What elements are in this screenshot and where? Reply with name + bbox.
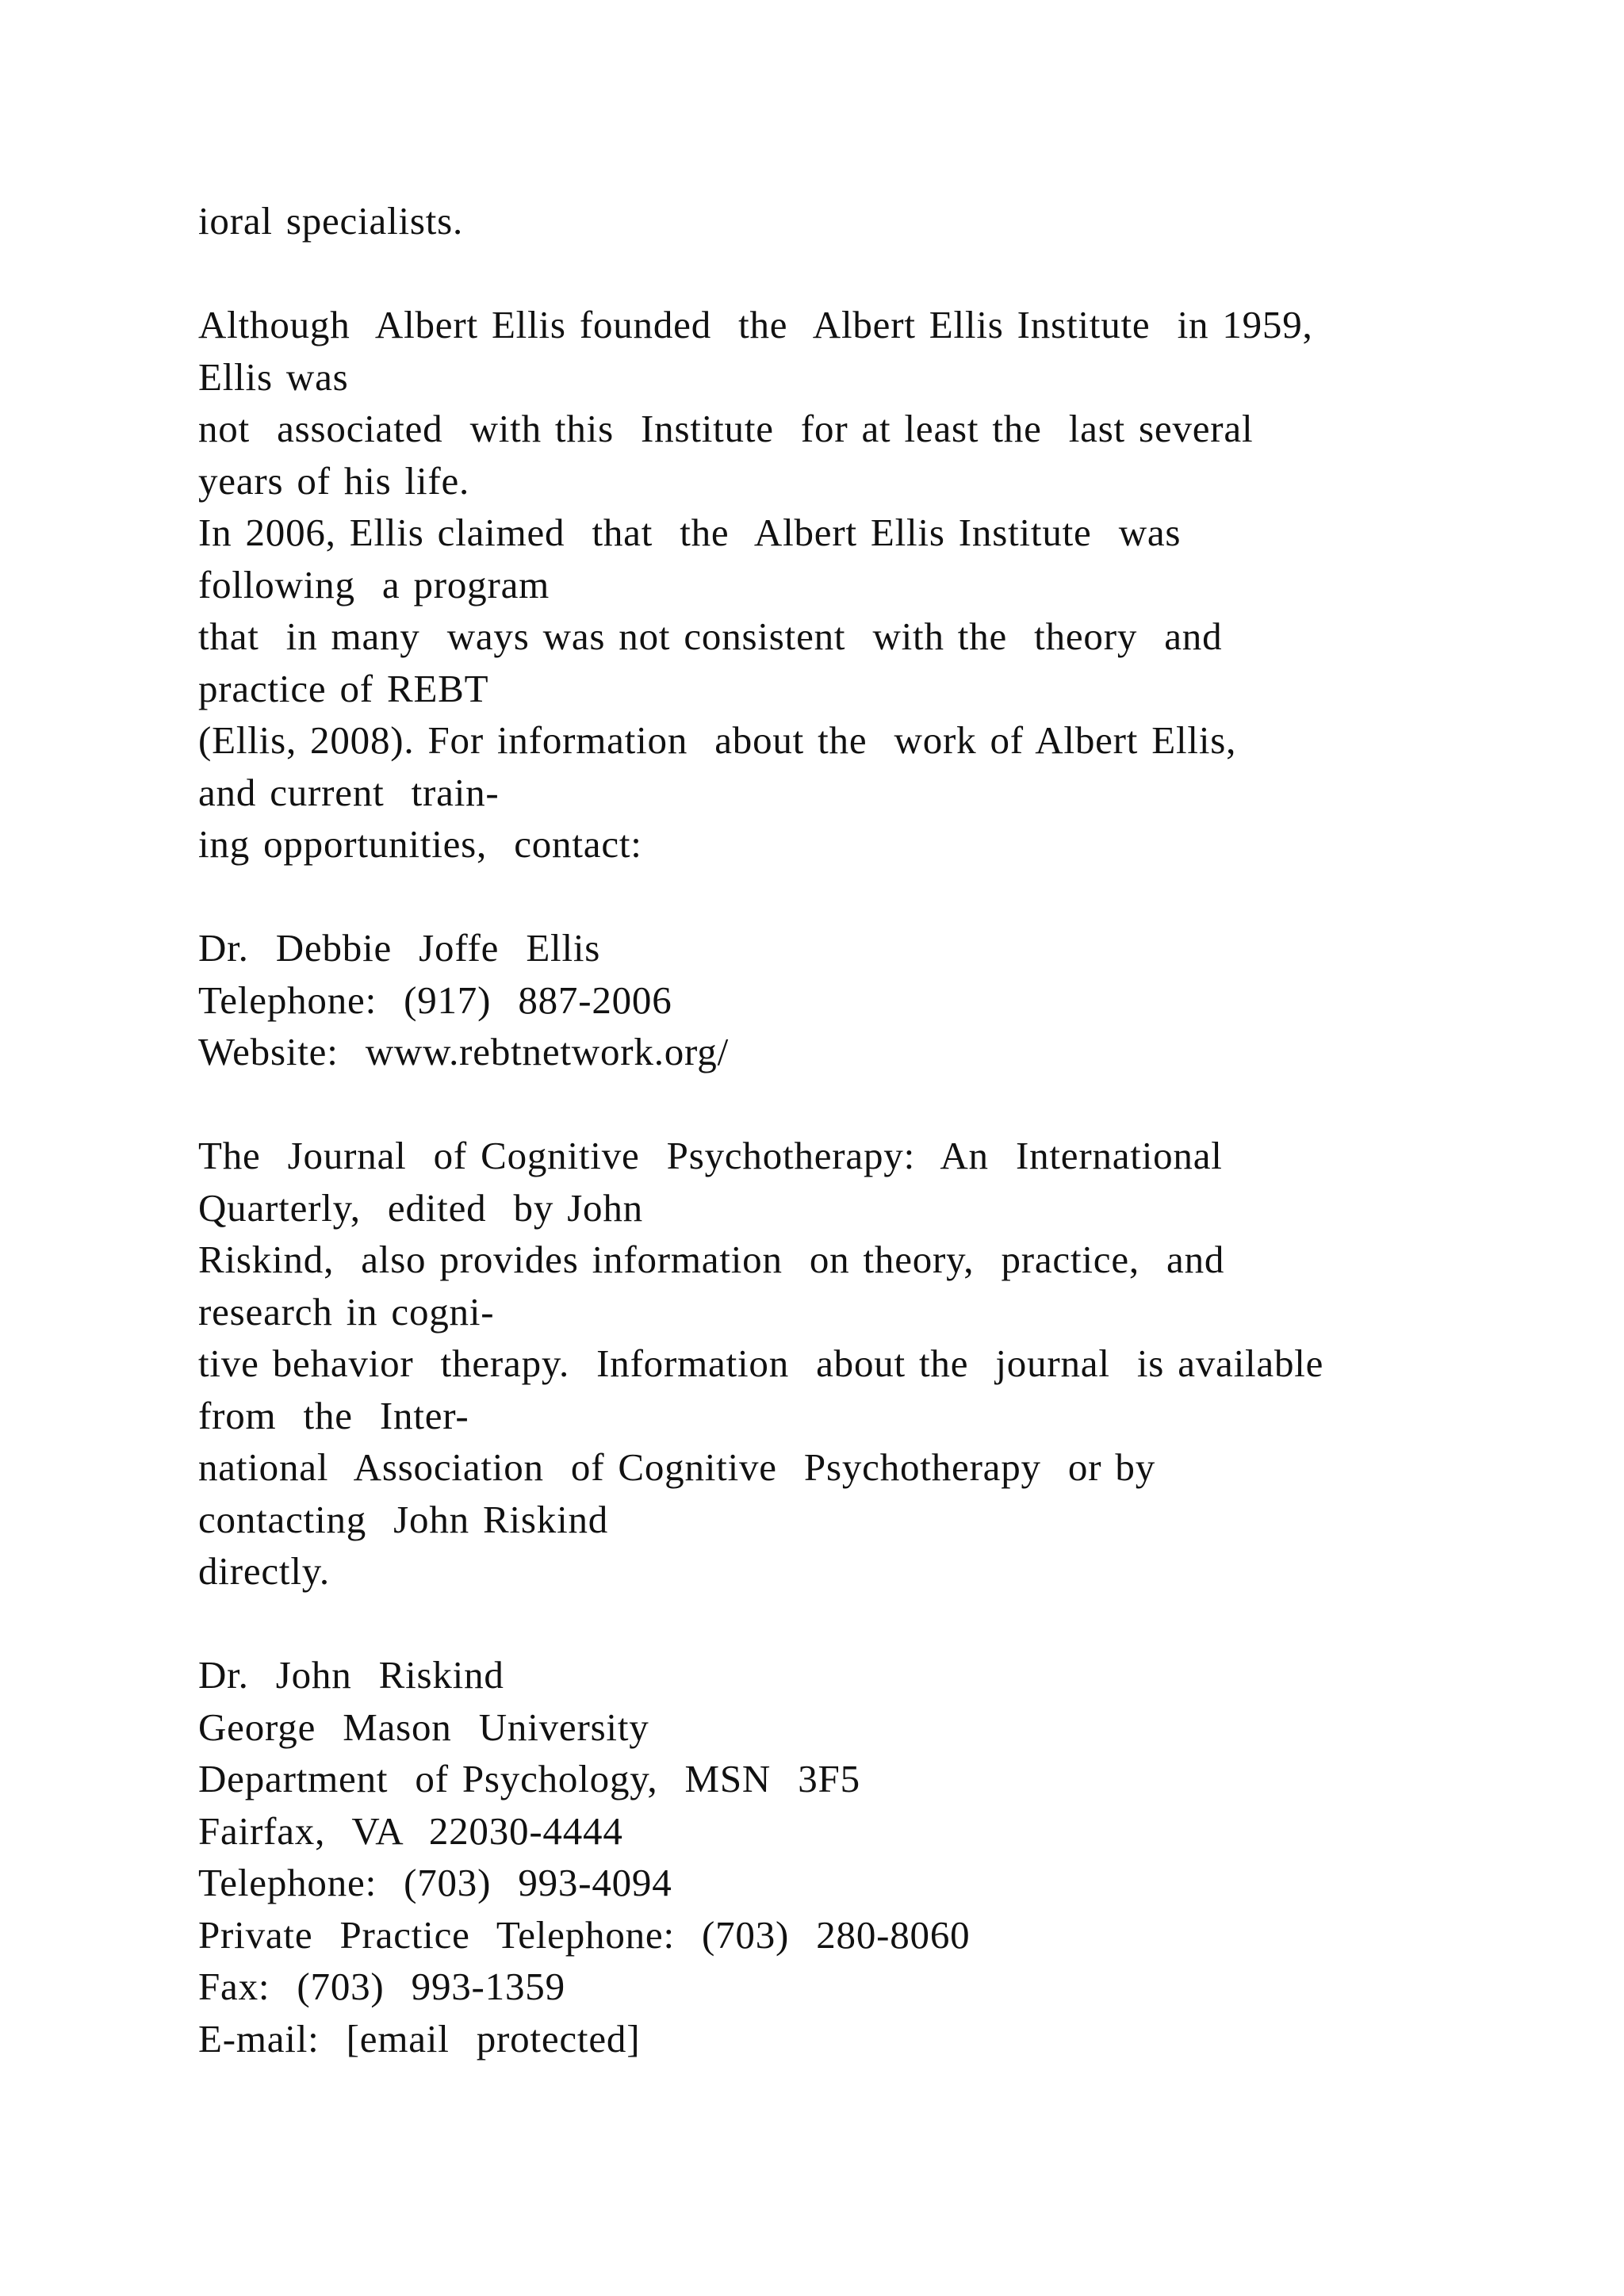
- text-line: practice of REBT: [198, 666, 489, 710]
- text-line: Quarterly, edited by John: [198, 1185, 643, 1230]
- text-line: Riskind, also provides information on theory, practice, and: [198, 1238, 1225, 1281]
- paragraph-ellis-institute: [198, 299, 1546, 871]
- paragraph-gap: [198, 871, 1546, 923]
- paragraph-gap: [198, 247, 1546, 300]
- text-line: Ellis was: [198, 354, 349, 399]
- text-line: following a program: [198, 562, 550, 607]
- contact-block-riskind: [198, 1649, 1546, 2064]
- document-body: [198, 195, 1546, 2064]
- contact-block-joffe-ellis: [198, 922, 1546, 1078]
- contact-private-telephone: Private Practice Telephone: (703) 280-8060: [198, 1912, 971, 1957]
- paragraph-continuation: [198, 195, 1546, 247]
- contact-institution: George Mason University: [198, 1705, 649, 1749]
- text-line: research in cogni-: [198, 1289, 495, 1334]
- contact-name: Dr. Debbie Joffe Ellis: [198, 926, 601, 970]
- text-line: years of his life.: [198, 458, 470, 503]
- text-line: national Association of Cognitive Psychotherapy or by: [198, 1445, 1156, 1489]
- contact-fax: Fax: (703) 993-1359: [198, 1965, 565, 2008]
- paragraph-gap: [198, 1598, 1546, 1650]
- text-line: In 2006, Ellis claimed that the Albert Ellis Institute was: [198, 511, 1182, 554]
- text-line: Although Albert Ellis founded the Albert Ellis Institute in 1959,: [198, 303, 1313, 346]
- text-line: contacting John Riskind: [198, 1497, 609, 1541]
- contact-email: E-mail: [email protected]: [198, 2016, 641, 2061]
- text-line: ing opportunities, contact:: [198, 822, 642, 866]
- contact-telephone: Telephone: (917) 887-2006: [198, 978, 672, 1022]
- text-line: and current train-: [198, 770, 500, 814]
- text-line: directly.: [198, 1549, 330, 1593]
- text-line: not associated with this Institute for at least the last several: [198, 407, 1254, 450]
- text-line: (Ellis, 2008). For information about the work of Albert Ellis,: [198, 718, 1237, 762]
- text-line: The Journal of Cognitive Psychotherapy: An International: [198, 1134, 1223, 1177]
- contact-telephone: Telephone: (703) 993-4094: [198, 1861, 672, 1904]
- paragraph-journal: [198, 1130, 1546, 1598]
- contact-department: Department of Psychology, MSN 3F5: [198, 1757, 860, 1800]
- paragraph-gap: [198, 1078, 1546, 1131]
- text-line: tive behavior therapy. Information about the journal is available: [198, 1341, 1324, 1385]
- text-line: that in many ways was not consistent with the theory and: [198, 614, 1223, 658]
- text-line: from the Inter-: [198, 1393, 469, 1437]
- contact-name: Dr. John Riskind: [198, 1653, 504, 1697]
- contact-address: Fairfax, VA 22030-4444: [198, 1808, 623, 1853]
- text-line: ioral specialists.: [198, 199, 464, 243]
- contact-website: Website: www.rebtnetwork.org/: [198, 1030, 729, 1073]
